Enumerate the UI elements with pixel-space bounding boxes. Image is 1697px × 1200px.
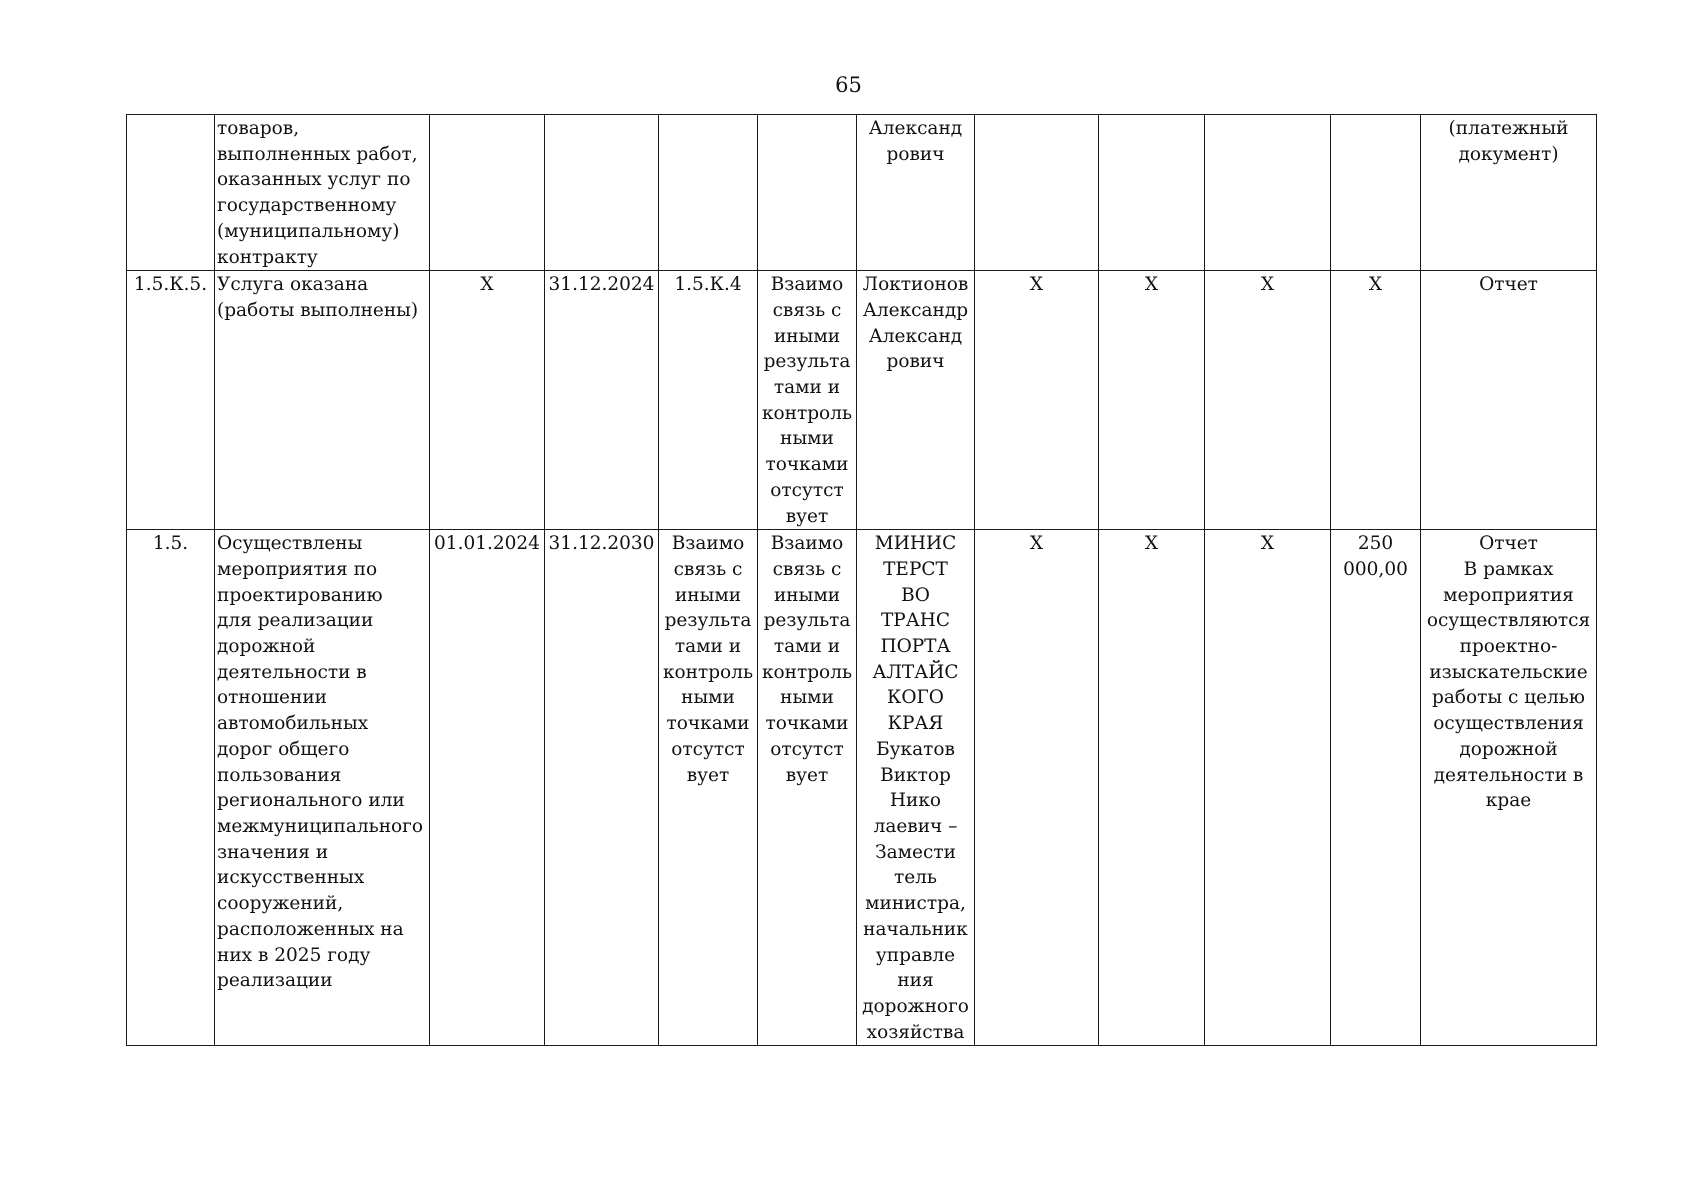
cell-number: 1.5.К.5. (127, 271, 215, 530)
cell-document: Отчет В рамках мероприятия осуществляются проектно- изыскательские работы с целью осуществления дорожной деятельности в крае (1421, 530, 1597, 1046)
cell-number: 1.5. (127, 530, 215, 1046)
cell-responsible: Александ рович (857, 115, 975, 271)
cell-name: Услуга оказана (работы выполнены) (215, 271, 430, 530)
cell-col-10: X (1205, 271, 1331, 530)
cell-successor: Взаимо связь с иными результа тами и контроль ными точками отсутст вует (758, 271, 857, 530)
cell-successor: Взаимо связь с иными результа тами и контроль ными точками отсутст вует (758, 530, 857, 1046)
cell-predecessor: 1.5.К.4 (659, 271, 758, 530)
cell-amount: 250 000,00 (1331, 530, 1421, 1046)
table-row (127, 530, 1597, 1046)
cell-name: Осуществлены мероприятия по проектированию для реализации дорожной деятельности в отношении автомобильных дорог общего пользования регионального или межмуниципального значения и искусственных сооружений, расположенных на них в 2025 году реализации (215, 530, 430, 1046)
cell-document: (платежный документ) (1421, 115, 1597, 271)
cell-col-9: X (1099, 530, 1205, 1046)
plan-table (126, 114, 1597, 1046)
cell-start-date: 01.01.2024 (430, 530, 545, 1046)
cell-document: Отчет (1421, 271, 1597, 530)
page-number: 65 (835, 73, 862, 97)
cell-col-8 (975, 115, 1099, 271)
cell-predecessor: Взаимо связь с иными результа тами и контроль ными точками отсутст вует (659, 530, 758, 1046)
cell-name: товаров, выполненных работ, оказанных услуг по государственному (муниципальному) контракту (215, 115, 430, 271)
cell-responsible: Локтионов Александр Александ рович (857, 271, 975, 530)
cell-amount: X (1331, 271, 1421, 530)
table-row (127, 115, 1597, 271)
cell-successor (758, 115, 857, 271)
cell-col-9: X (1099, 271, 1205, 530)
cell-end-date (545, 115, 659, 271)
cell-predecessor (659, 115, 758, 271)
cell-responsible: МИНИС ТЕРСТ ВО ТРАНС ПОРТА АЛТАЙС КОГО КРАЯ Букатов Виктор Нико лаевич – Замести тель министра, начальник управле ния дорожного хозяйства (857, 530, 975, 1046)
cell-number (127, 115, 215, 271)
cell-end-date: 31.12.2030 (545, 530, 659, 1046)
table-row (127, 271, 1597, 530)
cell-col-9 (1099, 115, 1205, 271)
cell-end-date: 31.12.2024 (545, 271, 659, 530)
cell-col-8: X (975, 530, 1099, 1046)
cell-col-8: X (975, 271, 1099, 530)
cell-col-10 (1205, 115, 1331, 271)
cell-col-10: X (1205, 530, 1331, 1046)
cell-start-date: X (430, 271, 545, 530)
cell-amount (1331, 115, 1421, 271)
cell-start-date (430, 115, 545, 271)
